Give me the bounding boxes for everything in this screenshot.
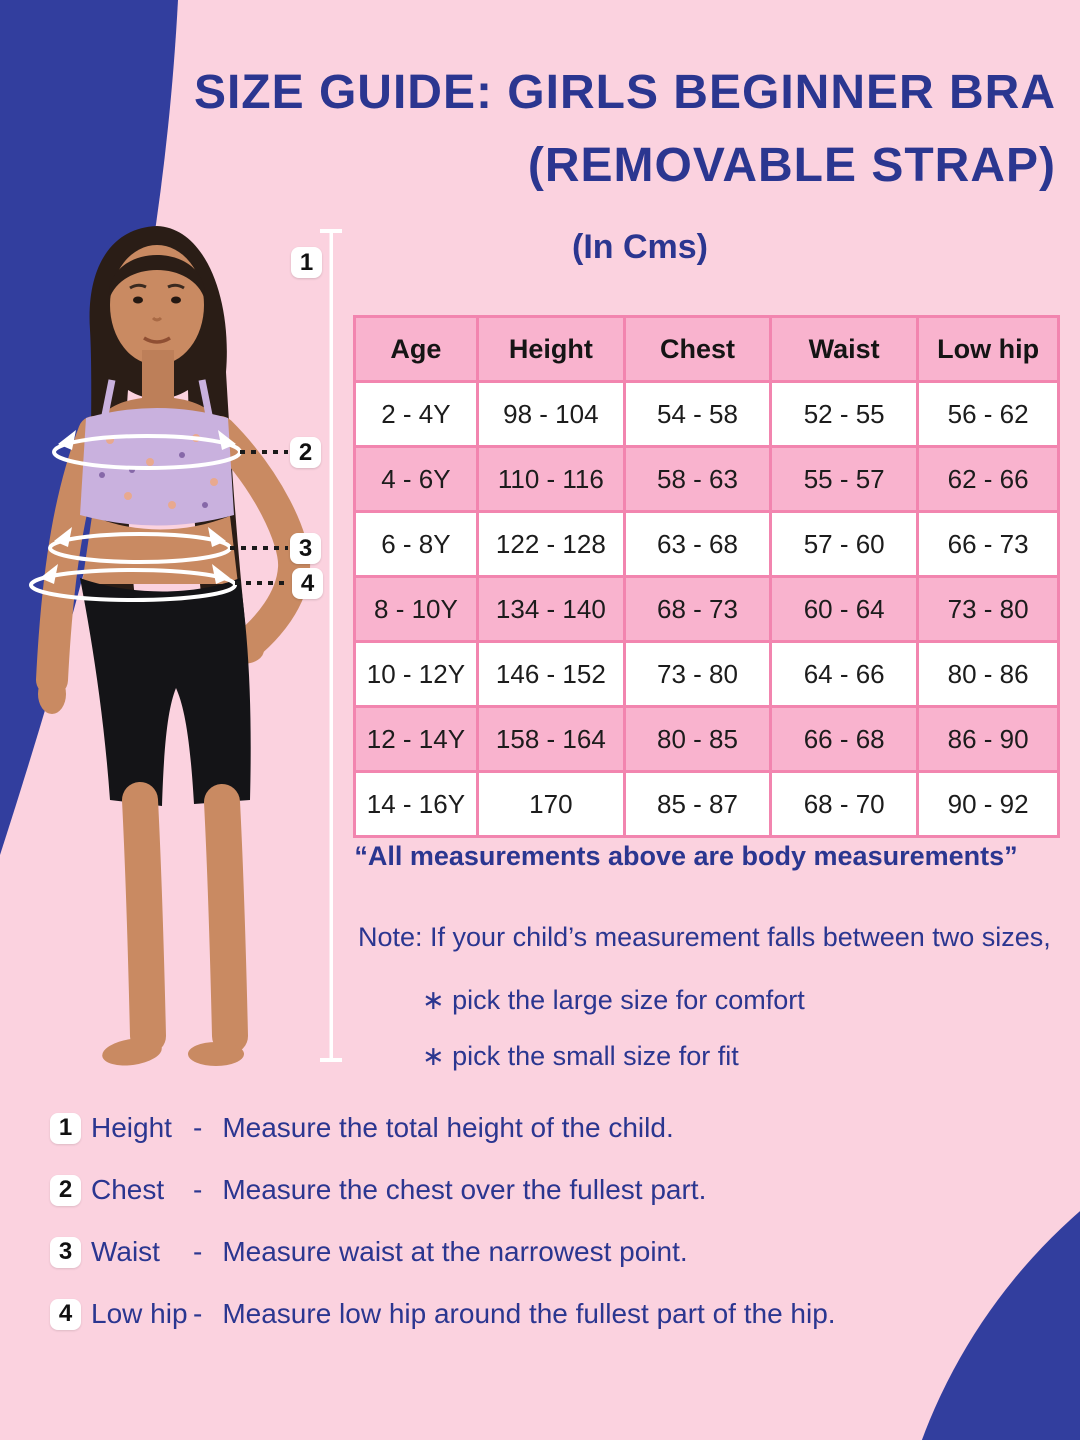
legend-num-2: 2: [50, 1175, 81, 1206]
table-cell: 86 - 90: [918, 707, 1059, 772]
between-sizes-note: Note: If your child’s measurement falls between two sizes,: [358, 922, 1051, 952]
table-header-cell: Height: [477, 317, 624, 382]
legend-label-chest: Chest: [91, 1174, 165, 1205]
marker-2-chest: 2: [290, 437, 321, 468]
legend-label-height: Height: [91, 1112, 172, 1143]
page-title: [80, 56, 1056, 202]
marker-4-low-hip: 4: [292, 568, 323, 599]
table-header-cell: Waist: [771, 317, 918, 382]
height-measure-line: [320, 229, 342, 1062]
table-cell: 54 - 58: [624, 382, 770, 447]
table-cell: 4 - 6Y: [355, 447, 478, 512]
legend-num-4: 4: [50, 1299, 81, 1330]
table-cell: 80 - 85: [624, 707, 770, 772]
table-cell: 14 - 16Y: [355, 772, 478, 837]
table-cell: 62 - 66: [918, 447, 1059, 512]
table-header-cell: Chest: [624, 317, 770, 382]
table-header-row: [355, 317, 1059, 382]
table-cell: 8 - 10Y: [355, 577, 478, 642]
table-cell: 68 - 70: [771, 772, 918, 837]
table-row: [355, 642, 1059, 707]
table-cell: 68 - 73: [624, 577, 770, 642]
table-cell: 52 - 55: [771, 382, 918, 447]
table-header-cell: Low hip: [918, 317, 1059, 382]
legend-dash: -: [193, 1112, 203, 1143]
table-cell: 80 - 86: [918, 642, 1059, 707]
table-cell: 134 - 140: [477, 577, 624, 642]
legend-desc-low-hip: Measure low hip around the fullest part of the hip.: [222, 1298, 836, 1329]
table-header-cell: Age: [355, 317, 478, 382]
table-cell: 2 - 4Y: [355, 382, 478, 447]
legend-row-low-hip: [50, 1298, 1050, 1330]
table-cell: 98 - 104: [477, 382, 624, 447]
table-cell: 58 - 63: [624, 447, 770, 512]
table-cell: 110 - 116: [477, 447, 624, 512]
legend-label-waist: Waist: [91, 1236, 160, 1267]
table-cell: 170: [477, 772, 624, 837]
page-title-line1: SIZE GUIDE: GIRLS BEGINNER BRA: [193, 66, 1056, 119]
table-cell: 6 - 8Y: [355, 512, 478, 577]
legend-num-3: 3: [50, 1237, 81, 1268]
table-cell: 146 - 152: [477, 642, 624, 707]
table-cell: 122 - 128: [477, 512, 624, 577]
measurement-legend: [50, 1112, 1050, 1360]
body-measurements-quote: “All measurements above are body measurements”: [354, 841, 1018, 871]
legend-row-waist: [50, 1236, 1050, 1268]
note-bullet-small-size: ∗ pick the small size for fit: [422, 1041, 739, 1071]
table-row: [355, 577, 1059, 642]
legend-label-low-hip: Low hip: [91, 1298, 188, 1329]
note-bullet-large-size: ∗ pick the large size for comfort: [422, 985, 805, 1015]
legend-row-height: [50, 1112, 1050, 1144]
size-table: [353, 315, 1060, 838]
table-row: [355, 772, 1059, 837]
table-cell: 55 - 57: [771, 447, 918, 512]
unit-note: (In Cms): [572, 228, 708, 266]
table-cell: 66 - 73: [918, 512, 1059, 577]
legend-row-chest: [50, 1174, 1050, 1206]
legend-dash: -: [193, 1298, 203, 1329]
legend-desc-waist: Measure waist at the narrowest point.: [222, 1236, 688, 1267]
legend-desc-chest: Measure the chest over the fullest part.: [222, 1174, 707, 1205]
table-row: [355, 707, 1059, 772]
table-row: [355, 512, 1059, 577]
table-cell: 10 - 12Y: [355, 642, 478, 707]
table-cell: 85 - 87: [624, 772, 770, 837]
marker-1-height: 1: [291, 247, 322, 278]
table-cell: 12 - 14Y: [355, 707, 478, 772]
table-cell: 63 - 68: [624, 512, 770, 577]
legend-desc-height: Measure the total height of the child.: [222, 1112, 674, 1143]
legend-dash: -: [193, 1174, 203, 1205]
legend-dash: -: [193, 1236, 203, 1267]
table-cell: 60 - 64: [771, 577, 918, 642]
table-cell: 90 - 92: [918, 772, 1059, 837]
table-row: [355, 382, 1059, 447]
table-cell: 64 - 66: [771, 642, 918, 707]
table-cell: 73 - 80: [624, 642, 770, 707]
table-cell: 158 - 164: [477, 707, 624, 772]
table-cell: 66 - 68: [771, 707, 918, 772]
legend-num-1: 1: [50, 1113, 81, 1144]
table-cell: 73 - 80: [918, 577, 1059, 642]
table-cell: 57 - 60: [771, 512, 918, 577]
table-cell: 56 - 62: [918, 382, 1059, 447]
page-title-line2: (REMOVABLE STRAP): [527, 139, 1056, 192]
marker-3-waist: 3: [290, 533, 321, 564]
table-row: [355, 447, 1059, 512]
